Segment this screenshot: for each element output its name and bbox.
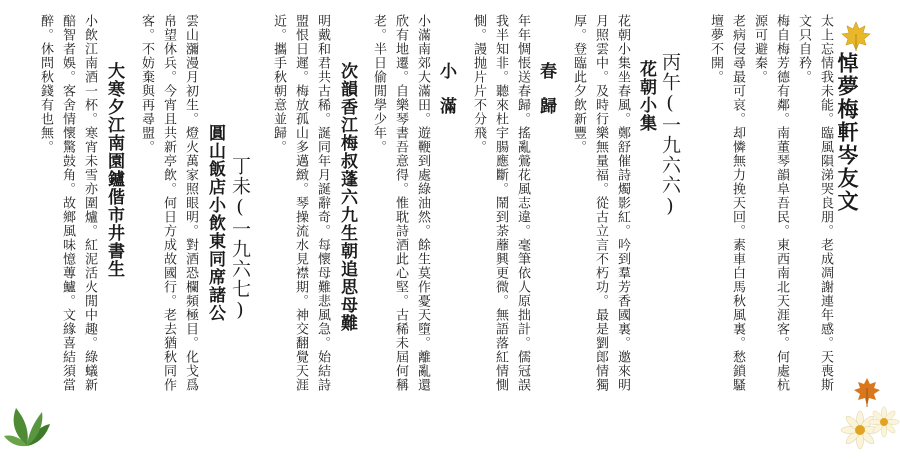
poem-line: 惻。謾抛片片不分飛。 (471, 14, 486, 154)
section-heading-1966: 丙午(一九六六) (659, 52, 681, 218)
poem-title: 花朝小集 (636, 60, 656, 132)
poem-title: 圓山飯店小飲東同席諸公 (205, 124, 225, 322)
maple-leaf-icon (840, 20, 872, 52)
poem-line: 老病侵尋最可哀。却憐無力挽天回。素車白馬秋風裏。愁鎖騷 (730, 14, 745, 392)
daisy-icon (840, 400, 900, 455)
poem-line: 老。半日偷閒學少年。 (371, 14, 386, 154)
poem-line: 客。不妨棄與再尋盟。 (139, 14, 154, 154)
poem-line: 月照雲中。及時行樂無量福。從古立言不朽功。最是劉郎情獨 (593, 14, 608, 392)
poem-line: 文只自矜。 (796, 14, 811, 84)
poem-line: 醅智者娛。客舍情懷驚鼓角。故鄉風味憶蓴鱸。文緣喜結須當 (60, 14, 75, 392)
poem-line: 壇夢不開。 (708, 14, 723, 84)
section-heading-1967: 丁未(一九六七) (229, 156, 251, 322)
poem-line: 源可避秦。 (752, 14, 767, 84)
green-leaf-icon (2, 398, 52, 448)
poem-title: 春歸 (536, 62, 556, 132)
poem-title: 悼夢梅軒岑友文 (835, 52, 860, 213)
poem-line: 梅自梅芳德有鄰。南董琴韻阜吾民。東西南北天涯客。何處杭 (774, 14, 789, 392)
poem-line: 年年惆悵送春歸。搖亂鶯花風志違。毫筆依人原拙計。儒冠誤 (515, 14, 530, 392)
poem-line: 厚。登臨此夕飲新豐。 (571, 14, 586, 154)
poem-line: 盟恨日遲。梅放孤山多邁緻。琴操流水見襟期。神交翻覺天涯 (293, 14, 308, 392)
poem-line: 欣有地遷。自樂琴書吾意得。惟耽詩酒此心堅。古稀未屆何稱 (393, 14, 408, 392)
poem-line: 近。攜手秋朝意並歸。 (271, 14, 286, 154)
poem-title: 次韻香江梅叔蓬六九生朝追思母難 (337, 62, 357, 332)
poem-line: 小滿南郊大滿田。遊鞭到處綠油然。餘生莫作憂天墮。離亂還 (415, 14, 430, 392)
poem-line: 醉。休問秋錢有也無。 (38, 14, 53, 154)
poem-line: 雲山瀰漫月初生。燈火萬家照眼明。對酒恐欄頻極目。化戈爲 (183, 14, 198, 392)
poem-line: 我半知非。聽來杜宇腸應斷。鬧到荼蘼興更微。無語落紅情惻 (493, 14, 508, 392)
poem-line: 帛望休兵。今宵且共新亭飲。何日方成故國行。老去猶秋同作 (161, 14, 176, 392)
poem-line: 花朝小集坐春風。鄭舒催詩燭影紅。吟到羣芳香國裏。邀來明 (615, 14, 630, 392)
poem-line: 明戴和君共古稀。誕同年月誕辭奇。每懷母難悲風急。始結詩 (315, 14, 330, 392)
poem-title: 大寒夕江南園鑪偕市井書生 (104, 62, 124, 278)
poem-line: 小飲江南酒一杯。寒宵未雪亦圍爐。紅泥活火閒中趣。綠蟻新 (82, 14, 97, 392)
poem-line: 太上忘情我未能。臨風隕涕哭良朋。老成凋謝連年感。天喪斯 (818, 14, 833, 392)
poem-title: 小滿 (436, 62, 456, 132)
